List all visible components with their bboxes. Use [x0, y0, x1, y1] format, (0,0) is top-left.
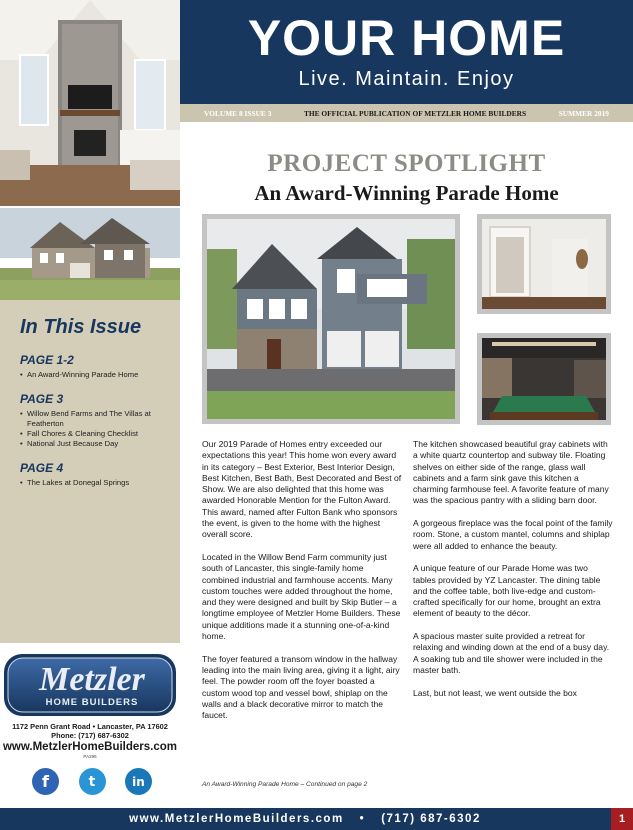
- footer-website-link[interactable]: www.MetzlerHomeBuilders.com: [129, 813, 344, 825]
- company-address: 1172 Penn Grant Road • Lancaster, PA 17602: [12, 722, 168, 731]
- article-headline: An Award-Winning Parade Home: [254, 181, 559, 205]
- company-website-link[interactable]: www.MetzlerHomeBuilders.com: [2, 741, 178, 753]
- parade-home-exterior-photo: [202, 214, 460, 424]
- left-sidebar: [0, 0, 180, 808]
- in-this-issue-box: [0, 300, 180, 643]
- issue-item[interactable]: • National Just Because Day: [20, 439, 170, 449]
- issue-page-label: PAGE 1-2: [20, 353, 74, 367]
- issue-item[interactable]: • Willow Bend Farms and The Villas at Featherton: [20, 409, 170, 429]
- issue-item[interactable]: • An Award-Winning Parade Home: [20, 370, 170, 380]
- article-paragraph: Our 2019 Parade of Homes entry exceeded our expectations this year! This home won every award in its category – Best Exterior, Best Interior Design, Best Kitchen, Best Bath, Best Decorated and Best of Show. We are also delighted that this home was awarded Honorable Mention for the Fulton Award. This award, named after Fulton Bank who sponsors the event, is given to the home with the highest overall score.: [202, 439, 402, 540]
- issue-section-page-1-2: [20, 353, 170, 380]
- issue-item[interactable]: • The Lakes at Donegal Springs: [20, 478, 170, 488]
- issue-section-page-4: [20, 461, 170, 488]
- article-paragraph: A gorgeous fireplace was the focal point of the family room. Stone, a custom mantel, columns and shiplap were all added to enhance the beauty.: [413, 518, 613, 551]
- issue-item[interactable]: • Fall Chores & Cleaning Checklist: [20, 429, 170, 439]
- volume-issue: VOLUME 8 ISSUE 3: [204, 108, 272, 118]
- season-label: SUMMER 2019: [558, 108, 609, 118]
- issue-page-label: PAGE 4: [20, 461, 64, 475]
- logo-wordmark: Metzler: [39, 661, 145, 698]
- footer-contact: [0, 813, 610, 825]
- hallway-interior-photo: [477, 214, 611, 314]
- social-links: [32, 768, 152, 800]
- living-room-photo: [0, 0, 180, 206]
- issue-item-list: [20, 409, 170, 449]
- logo-subtitle: HOME BUILDERS: [45, 697, 139, 708]
- masthead-tagline: Live. Maintain. Enjoy: [298, 68, 515, 90]
- page-number: 1: [611, 808, 633, 830]
- publication-label: THE OFFICIAL PUBLICATION OF METZLER HOME BUILDERS: [303, 108, 527, 118]
- issue-page-label: PAGE 3: [20, 392, 64, 406]
- game-room-photo: [477, 333, 611, 425]
- company-code: PA295: [83, 754, 97, 759]
- masthead-title: YOUR HOME: [247, 10, 566, 66]
- company-contact: [0, 722, 180, 760]
- article-paragraph: The foyer featured a transom window in the hallway leading into the main living area, giving it a light, airy feel. The powder room off the foyer boasted a custom wood top and vessel bowl, shiplap on the walls and a black decorative mirror to match the faucet.: [202, 653, 400, 721]
- article-column-2: [413, 439, 613, 710]
- article-paragraph: Located in the Willow Bend Farm community just south of Lancaster, this single-family home combined industrial and farmhouse accents. Many custom touches were added throughout the home, and they were designed and built by Skip Butler – a longtime employee of Metzler Home Builders. These unique additions made it a stunning one-of-a-kind home.: [202, 551, 401, 642]
- article-paragraph: A unique feature of our Parade Home was two tables provided by YZ Lancaster. The dining table and the coffee table, both live-edge and custom-crafted specifically for our home, brought an extra element of beauty to the décor.: [413, 563, 601, 619]
- twitter-icon[interactable]: t: [79, 768, 106, 795]
- company-phone: Phone: (717) 687-6302: [51, 731, 129, 740]
- footer-separator: •: [359, 813, 366, 825]
- spotlight-kicker: PROJECT SPOTLIGHT: [267, 150, 546, 177]
- article-paragraph: Last, but not least, we went outside the box: [413, 687, 577, 698]
- article-column-1: [202, 439, 402, 733]
- exterior-thumbnail-photo: [0, 208, 180, 300]
- masthead: [180, 0, 633, 104]
- issue-item-list: [20, 370, 170, 380]
- footer-bar: [0, 808, 633, 830]
- issue-item-list: [20, 478, 170, 488]
- footer-phone: (717) 687-6302: [381, 813, 481, 825]
- issue-section-page-3: [20, 392, 170, 449]
- issue-info-bar: [180, 104, 633, 122]
- continued-note: An Award-Winning Parade Home – Continued on page 2: [202, 781, 368, 788]
- facebook-icon[interactable]: f: [32, 768, 59, 795]
- metzler-logo[interactable]: [0, 652, 180, 718]
- linkedin-icon[interactable]: in: [125, 768, 152, 795]
- article-paragraph: A spacious master suite provided a retreat for relaxing and winding down at the end of a busy day. A soaking tub and tile shower were included in the master bath.: [413, 631, 610, 675]
- article-paragraph: The kitchen showcased beautiful gray cabinets with a white quartz countertop and subway tile. Floating shelves on either side of the range, glass wall cabinets and a farm sink gave this kitchen a charming farmhouse feel. A favorite feature of many was the spacious pantry with a sliding barn door.: [413, 439, 609, 506]
- in-this-issue-heading: In This Issue: [20, 316, 142, 338]
